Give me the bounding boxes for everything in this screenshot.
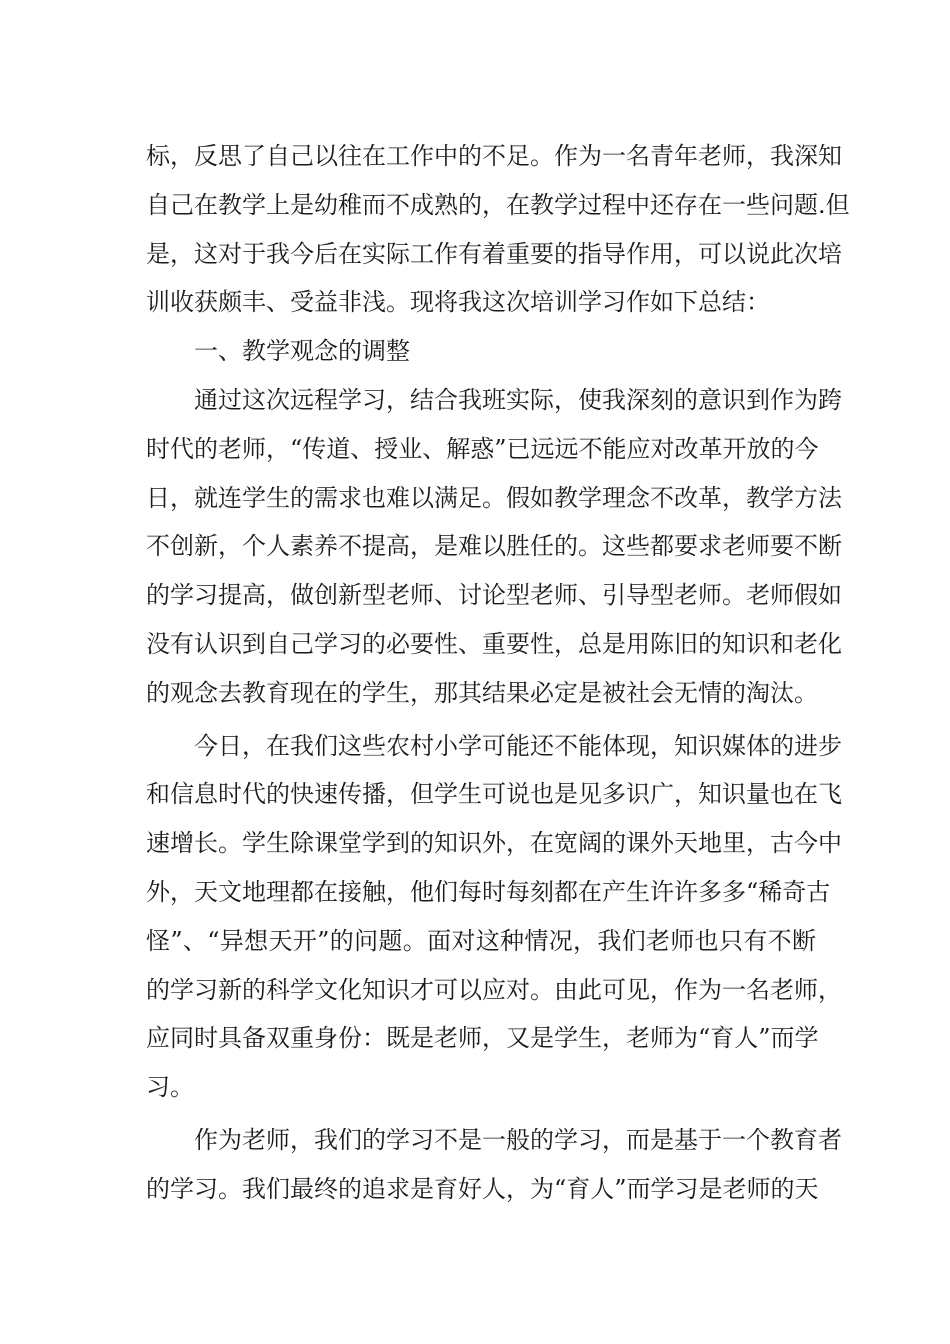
text-line: 日，就连学生的需求也难以满足。假如教学理念不改革，教学方法 <box>146 483 842 512</box>
paragraph <box>146 1116 842 1214</box>
text-line: 的学习新的科学文化知识才可以应对。由此可见，作为一名老师， <box>146 975 842 1004</box>
text-line: 的学习提高，做创新型老师、讨论型老师、引导型老师。老师假如 <box>146 581 842 610</box>
text-line: 习。 <box>146 1073 194 1102</box>
paragraph <box>146 722 842 1112</box>
text-line: 通过这次远程学习，结合我班实际，使我深刻的意识到作为跨 <box>194 385 842 414</box>
text-line: 是，这对于我今后在实际工作有着重要的指导作用，可以说此次培 <box>146 239 842 268</box>
text-line: 速增长。学生除课堂学到的知识外，在宽阔的课外天地里，古今中 <box>146 829 842 858</box>
text-line: 的观念去教育现在的学生，那其结果必定是被社会无情的淘汰。 <box>146 678 818 707</box>
document-body <box>146 132 850 1214</box>
paragraph <box>146 132 850 327</box>
text-line: 怪”、“异想天开”的问题。面对这种情况，我们老师也只有不断 <box>146 926 816 955</box>
text-line: 外，天文地理都在接触，他们每时每刻都在产生许许多多“稀奇古 <box>146 877 831 906</box>
text-line: 训收获颇丰、受益非浅。现将我这次培训学习作如下总结： <box>146 288 770 317</box>
text-line: 和信息时代的快速传播，但学生可说也是见多识广，知识量也在飞 <box>146 780 842 809</box>
text-line: 作为老师，我们的学习不是一般的学习，而是基于一个教育者 <box>194 1125 842 1154</box>
text-line: 今日，在我们这些农村小学可能还不能体现，知识媒体的进步 <box>194 731 842 760</box>
text-line: 时代的老师，“传道、授业、解惑”已远远不能应对改革开放的今 <box>146 434 819 463</box>
paragraph <box>146 376 842 718</box>
text-line: 自己在教学上是幼稚而不成熟的，在教学过程中还存在一些问题.但 <box>146 190 850 219</box>
heading-text: 一、教学观念的调整 <box>194 337 410 366</box>
text-line: 应同时具备双重身份：既是老师，又是学生，老师为“育人”而学 <box>146 1024 819 1053</box>
text-line: 的学习。我们最终的追求是育好人，为“育人”而学习是老师的天 <box>146 1174 819 1203</box>
section-heading <box>146 327 816 376</box>
text-line: 没有认识到自己学习的必要性、重要性，总是用陈旧的知识和老化 <box>146 629 842 658</box>
text-line: 不创新，个人素养不提高，是难以胜任的。这些都要求老师要不断 <box>146 532 842 561</box>
text-line: 标，反思了自己以往在工作中的不足。作为一名青年老师，我深知 <box>146 142 842 170</box>
